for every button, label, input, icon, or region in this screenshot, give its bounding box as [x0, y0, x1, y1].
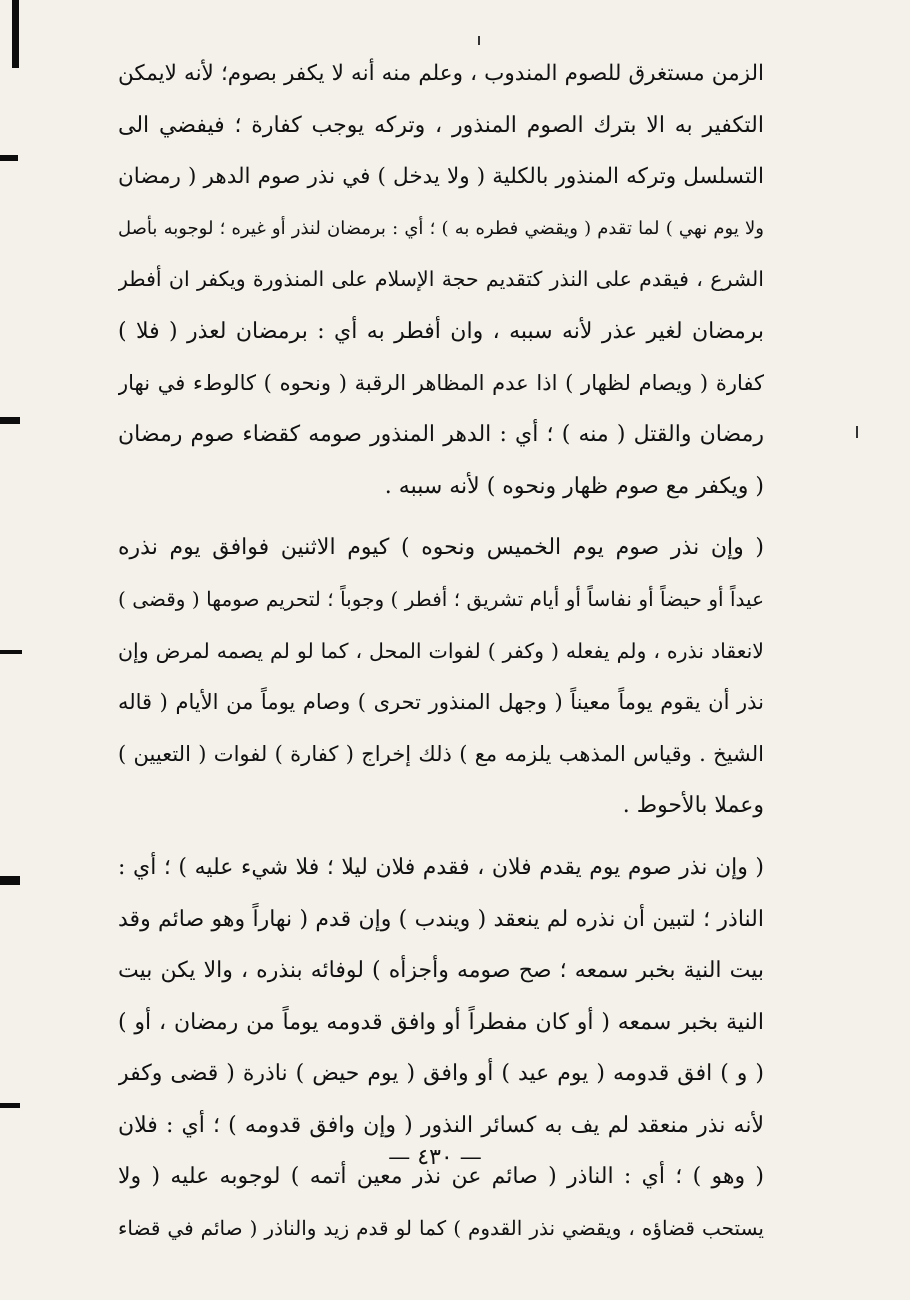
text-line: نذر أن يقوم يوماً معيناً ( وجهل المنذور تحرى ) وصام يوماً من الأيام ( قاله: [118, 690, 764, 715]
text-line: التكفير به الا بترك الصوم المنذور ، وتركه يوجب كفارة ؛ فيفضي الى: [118, 112, 764, 138]
margin-dash-mark: [0, 650, 22, 654]
text-line: كفارة ( ويصام لظهار ) اذا عدم المظاهر الرقبة ( ونحوه ) كالوطء في نهار: [118, 370, 764, 395]
text-line: لأنه نذر منعقد لم يف به كسائر النذور ( وإن وافق قدومه ) ؛ أي : فلان: [118, 1112, 764, 1138]
text-line: عيداً أو حيضاً أو نفاساً أو أيام تشريق ؛ أفطر ) وجوباً ؛ لتحريم صومها ( وقضى ): [118, 586, 764, 611]
text-line: النية بخبر سمعه ( أو كان مفطراً أو وافق قدومه يوماً من رمضان ، أو ): [118, 1009, 764, 1035]
margin-dash-mark: [0, 876, 20, 885]
margin-dash-mark: [0, 417, 20, 424]
text-line: ( وهو ) ؛ أي : الناذر ( صائم عن نذر معين أتمه ) لوجوبه عليه ( ولا: [118, 1164, 764, 1190]
text-line: ( وإن نذر صوم يوم الخميس ونحوه ) كيوم الاثنين فوافق يوم نذره: [118, 535, 764, 561]
text-line: بيت النية بخبر سمعه ؛ صح صومه وأجزأه ) لوفائه بنذره ، والا يكن بيت: [118, 958, 764, 984]
binding-edge-mark: [12, 0, 19, 68]
scan-speck: [856, 426, 858, 438]
text-line: رمضان والقتل ( منه ) ؛ أي : الدهر المنذور صومه كقضاء صوم رمضان: [118, 422, 764, 448]
scan-speck: [478, 36, 480, 45]
text-line: لانعقاد نذره ، ولم يفعله ( وكفر ) لفوات المحل ، كما لو لم يصمه لمرض وإن: [118, 638, 764, 663]
text-line: وعملا بالأحوط .: [622, 793, 764, 819]
text-line: الشيخ . وقياس المذهب يلزمه مع ) ذلك إخراج ( كفارة ) لفوات ( التعيين ): [118, 741, 764, 766]
text-line: الناذر ؛ لتبين أن نذره لم ينعقد ( ويندب ) وإن قدم ( نهاراً وهو صائم وقد: [118, 906, 764, 932]
text-line: ( ويكفر مع صوم ظهار ونحوه ) لأنه سببه .: [384, 473, 764, 499]
margin-dash-mark: [0, 155, 18, 161]
text-line: برمضان لغير عذر لأنه سببه ، وان أفطر به أي : برمضان لعذر ( فلا ): [118, 318, 764, 344]
paragraph: [118, 48, 764, 512]
page-number: — ٤٣٠ —: [388, 1145, 482, 1170]
text-line: يستحب قضاؤه ، ويقضي نذر القدوم ) كما لو قدم زيد والناذر ( صائم في قضاء: [118, 1216, 764, 1241]
text-line: ( وإن نذر صوم يوم يقدم فلان ، فقدم فلان ليلا ؛ فلا شيء عليه ) ؛ أي :: [118, 854, 764, 880]
text-line: ( و ) افق قدومه ( يوم عيد ) أو وافق ( يوم حيض ) ناذرة ( قضى وكفر: [118, 1061, 764, 1087]
text-line: التسلسل وتركه المنذور بالكلية ( ولا يدخل ) في نذر صوم الدهر ( رمضان: [118, 164, 764, 190]
paragraph: [118, 522, 764, 832]
text-line: الزمن مستغرق للصوم المندوب ، وعلم منه أنه لا يكفر بصوم؛ لأنه لايمكن: [118, 61, 764, 86]
body-text: [118, 48, 764, 1255]
margin-dash-mark: [0, 1103, 20, 1108]
text-line: الشرع ، فيقدم على النذر كتقديم حجة الإسلام على المنذورة ويكفر ان أفطر: [118, 267, 764, 292]
text-line: ولا يوم نهي ) لما تقدم ( ويقضي فطره به ) ؛ أي : برمضان لنذر أو غيره ؛ لوجوبه بأصل: [118, 217, 764, 239]
paragraph: [118, 842, 764, 1255]
